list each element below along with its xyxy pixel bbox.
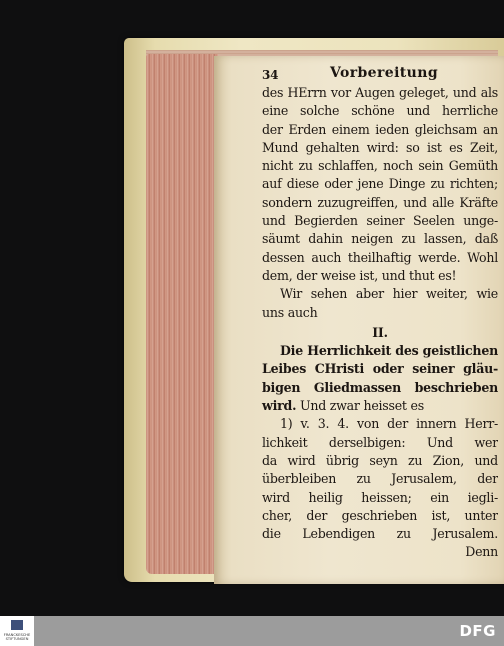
verse-line: 1) v. 3. 4. von der innern Herr-: [280, 416, 498, 432]
verse-line: da wird übrig seyn zu Zion, und: [262, 452, 498, 468]
section-heading-line: Leibes CHristi oder seiner gläu-: [262, 361, 498, 377]
text-line: eine solche schöne und herrliche: [262, 103, 498, 119]
section-heading-tail: Und zwar heisset es: [299, 398, 424, 414]
section-heading-last-line: [262, 397, 498, 415]
institution-logo-text: FRANCKESCHE STIFTUNGEN: [3, 633, 31, 641]
verse-line: cher, der geschrieben ist, unter: [262, 507, 498, 523]
text-line: auf diese oder jene Dinge zu richten;: [262, 176, 498, 192]
text-line: säumt dahin neigen zu lassen, daß: [262, 231, 498, 247]
footer-bar: [0, 616, 504, 646]
text-line: und Begierden seiner Seelen unge-: [262, 213, 498, 229]
section-numeral: II.: [372, 324, 388, 340]
text-line: dessen auch theilhaftig werde. Wohl: [262, 249, 498, 265]
catchword: Denn: [465, 544, 498, 560]
section-heading-line: Die Herrlichkeit des geistlichen: [280, 343, 498, 359]
page-text: [262, 64, 498, 562]
dfg-logo[interactable]: DFG: [459, 622, 496, 640]
page-number: 34: [262, 68, 279, 82]
page-edges: [146, 54, 218, 574]
text-line: Mund gehalten wird: so ist es Zeit,: [262, 139, 498, 155]
text-line: sondern zuzugreiffen, und alle Kräfte: [262, 194, 498, 210]
section-heading-line: bigen Gliedmassen beschrieben: [262, 379, 498, 395]
paragraph-line: uns auch: [262, 304, 318, 320]
institution-logo[interactable]: [0, 616, 34, 646]
page-header: [262, 64, 498, 84]
building-icon: [11, 620, 23, 630]
text-line: dem, der weise ist, und thut es!: [262, 267, 457, 283]
running-head: Vorbereitung: [330, 65, 439, 81]
text-line: der Erden einem ieden gleichsam an: [262, 121, 498, 137]
verse-line: überbleiben zu Jerusalem, der: [262, 471, 498, 487]
verse-line: lichkeit derselbigen: Und wer: [262, 434, 498, 450]
section-heading-end: wird.: [262, 398, 297, 414]
text-line: nicht zu schlaffen, noch sein Gemüth: [262, 158, 498, 174]
text-line: des HErrn vor Augen geleget, und als: [262, 85, 498, 100]
paragraph-line: Wir sehen aber hier weiter, wie: [280, 286, 498, 302]
verse-line: die Lebendigen zu Jerusalem.: [262, 526, 498, 542]
verse-line: wird heilig heissen; ein iegli-: [262, 489, 498, 505]
